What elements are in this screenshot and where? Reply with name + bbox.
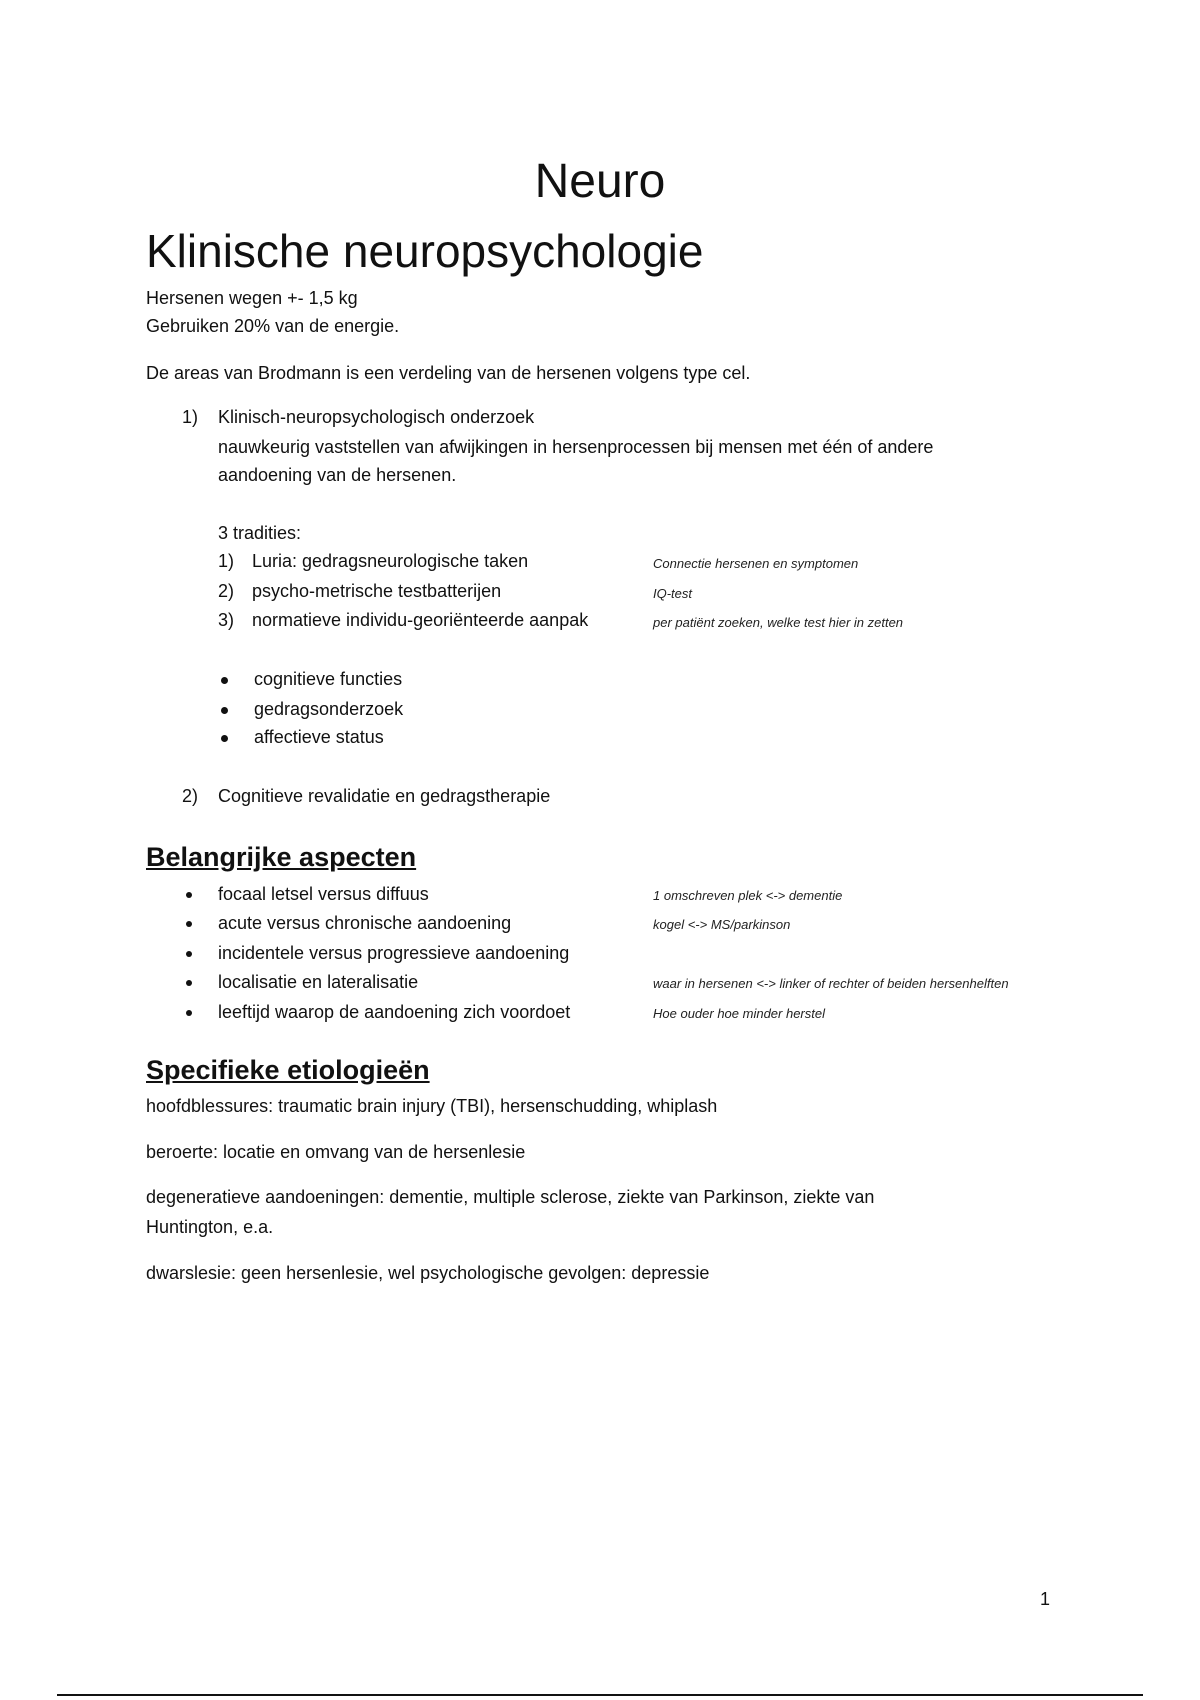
bullet-item: affectieve status: [254, 727, 384, 747]
section-heading-aspecten: Belangrijke aspecten: [146, 842, 417, 872]
etiology-degeneratief-line1: degeneratieve aandoeningen: dementie, multiple sclerose, ziekte van Parkinson, ziekte van: [146, 1187, 875, 1207]
aspect-item: focaal letsel versus diffuus: [218, 884, 429, 904]
tradition-note: per patiënt zoeken, welke test hier in zetten: [653, 615, 904, 630]
aspect-note: 1 omschreven plek <-> dementie: [653, 888, 843, 903]
list-item-revalidatie: Cognitieve revalidatie en gedragstherapie: [218, 786, 551, 806]
bullet-icon: [221, 735, 228, 742]
intro-line-brodmann: De areas van Brodmann is een verdeling van de hersenen volgens type cel.: [146, 363, 751, 383]
bullet-icon: [221, 677, 228, 684]
bullet-icon: [186, 892, 192, 898]
list-item-onderzoek-title: Klinisch-neuropsychologisch onderzoek: [218, 407, 535, 427]
tradition-text: normatieve individu-georiënteerde aanpak: [252, 610, 589, 630]
aspect-note: Hoe ouder hoe minder herstel: [653, 1006, 825, 1021]
tradition-text: psycho-metrische testbatterijen: [252, 581, 502, 601]
document-title: Neuro: [534, 155, 666, 208]
list-item-onderzoek-desc-line1: nauwkeurig vaststellen van afwijkingen in hersenprocessen bij mensen met één of andere: [218, 437, 934, 457]
aspect-note: waar in hersenen <-> linker of rechter of beiden hersenhelften: [653, 976, 1009, 991]
bullet-icon: [186, 1010, 192, 1016]
aspect-note: kogel <-> MS/parkinson: [653, 917, 791, 932]
list-item-onderzoek-desc-line2: aandoening van de hersenen.: [218, 465, 457, 485]
bullet-icon: [186, 951, 192, 957]
intro-line-energy: Gebruiken 20% van de energie.: [146, 316, 400, 336]
tradition-note: Connectie hersenen en symptomen: [653, 556, 859, 571]
list-number-2: 2): [182, 786, 199, 806]
footer-divider: [57, 1694, 1143, 1696]
etiology-beroerte: beroerte: locatie en omvang van de hersenlesie: [146, 1142, 526, 1162]
list-number-1: 1): [182, 407, 199, 427]
traditions-label: 3 tradities:: [218, 523, 302, 543]
etiology-degeneratief-line2: Huntington, e.a.: [146, 1217, 274, 1237]
etiology-hoofdblessures: hoofdblessures: traumatic brain injury (TBI), hersenschudding, whiplash: [146, 1096, 718, 1116]
bullet-icon: [221, 707, 228, 714]
aspect-item: acute versus chronische aandoening: [218, 913, 512, 933]
bullet-item: gedragsonderzoek: [254, 699, 404, 719]
section-heading-klinische-neuropsychologie: Klinische neuropsychologie: [146, 225, 704, 277]
tradition-note: IQ-test: [653, 586, 693, 601]
intro-line-weight: Hersenen wegen +- 1,5 kg: [146, 288, 358, 308]
bullet-icon: [186, 980, 192, 986]
etiology-dwarslesie: dwarslesie: geen hersenlesie, wel psychologische gevolgen: depressie: [146, 1263, 710, 1283]
aspect-item: leeftijd waarop de aandoening zich voordoet: [218, 1002, 571, 1022]
bullet-icon: [186, 921, 192, 927]
page-number: 1: [1040, 1589, 1051, 1609]
aspect-item: incidentele versus progressieve aandoening: [218, 943, 570, 963]
aspect-item: localisatie en lateralisatie: [218, 972, 419, 992]
section-heading-etiologieen: Specifieke etiologieën: [146, 1055, 430, 1085]
tradition-text: Luria: gedragsneurologische taken: [252, 551, 529, 571]
tradition-number: 3): [218, 610, 235, 630]
tradition-number: 1): [218, 551, 235, 571]
bullet-item: cognitieve functies: [254, 669, 403, 689]
tradition-number: 2): [218, 581, 235, 601]
